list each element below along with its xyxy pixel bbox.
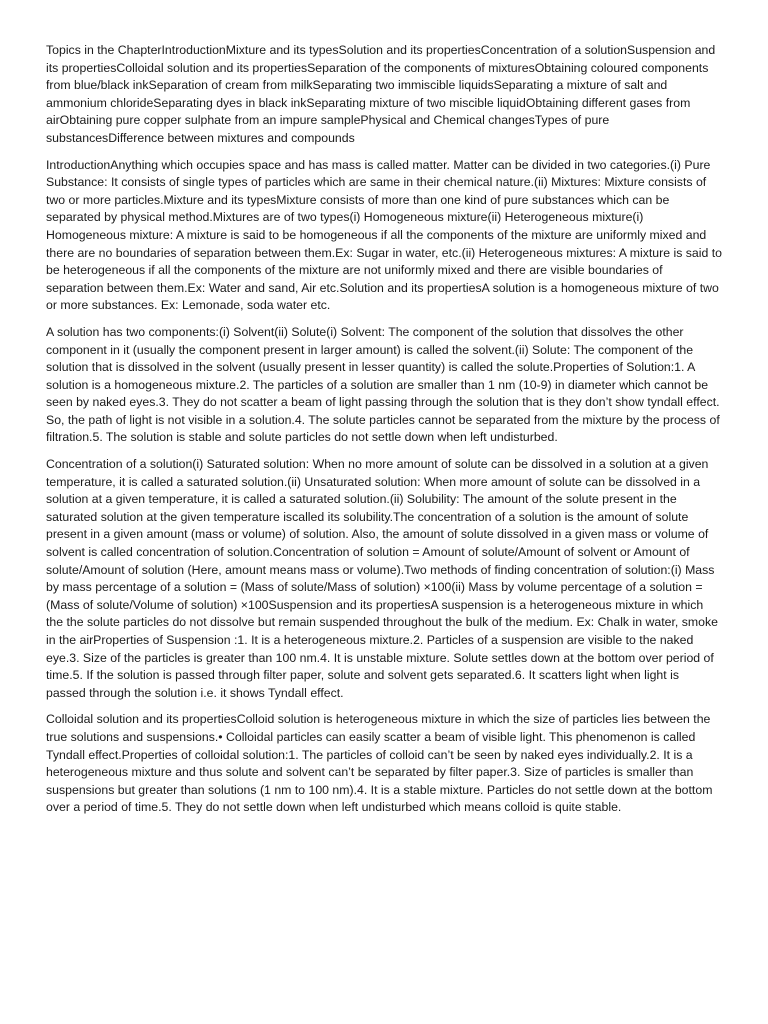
paragraph-topics: Topics in the ChapterIntroductionMixture and its typesSolution and its propertiesConcentration of a solutionSuspension and its propertiesColloidal solution and its propertiesSeparation of the components of mixturesObtaining coloured components from blue/black inkSeparation of cream from milkSeparating two immiscible liquidsSeparating a mixture of salt and ammonium chlorideSeparating dyes in black inkSeparating mixture of two miscible liquidObtaining different gases from airObtaining pure copper sulphate from an impure samplePhysical and Chemical changesTypes of pure substancesDifference between mixtures and compounds <box>46 43 716 145</box>
paragraph-concentration: Concentration of a solution(i) Saturated solution: When no more amount of solute can be dissolved in a solution at a given temperature, it is called a saturated solution.(ii) Unsaturated solution: When more amount of solute can be dissolved in a solution at a given temperature, it is called a saturated solution.(ii) Solubility: The amount of the solute present in the saturated solution at the given temperature iscalled its solubility.The concentration of a solution is the amount of solute present in a given amount (mass or volume) of solution. Also, the amount of solute dissolved in a given mass or volume of solvent is called concentration of solution.Concentration of solution = Amount of solute/Amount of solvent or Amount of solute/Amount of solution (Here, amount means mass or volume).Two methods of finding concentration of solution:(i) Mass by mass percentage of a solution = (Mass of solute/Mass of solution) ×100(ii) Mass by volume percentage of a solution = (Mass of solute/Volume of solution) ×100Suspension and its propertiesA suspension is a heterogeneous mixture in which the the solute particles do not dissolve but remain suspended throughout the bulk of the medium. Ex: Chalk in water, smoke in the airProperties of Suspension :1. It is a heterogeneous mixture.2. Particles of a suspension are visible to the naked eye.3. Size of the particles is greater than 100 nm.4. It is unstable mixture. Solute settles down at the bottom over period of time.5. If the solution is passed through filter paper, solute and solvent gets separated.6. It scatters light when light is passed through the solution i.e. it shows Tyndall effect. <box>46 457 718 700</box>
paragraph-solution-components: A solution has two components:(i) Solvent(ii) Solute(i) Solvent: The component of the solution that dissolves the other component in it (usually the component present in larger amount) is called the solvent.(ii) Solute: The component of the solution that is dissolved in the solvent (usually present in lesser quantity) is called the solute.Properties of Solution:1. A solution is a homogeneous mixture.2. The particles of a solution are smaller than 1 nm (10-9) in diameter which cannot be seen by naked eyes.3. They do not scatter a beam of light passing through the solution that is they don’t show tyndall effect. So, the path of light is not visible in a solution.4. The solute particles cannot be separated from the mixture by the process of filtration.5. The solution is stable and solute particles do not settle down when left undisturbed. <box>46 324 720 445</box>
paragraph-introduction: IntroductionAnything which occupies space and has mass is called matter. Matter can be divided in two categories.(i) Pure Substance: It consists of single types of particles which are same in their chemical nature.(ii) Mixtures: Mixture consists of two or more particles.Mixture and its typesMixture consists of more than one kind of pure substances which can be separated by physical method.Mixtures are of two types(i) Homogeneous mixture(ii) Heterogeneous mixture(i) Homogeneous mixture: A mixture is said to be homogeneous if all the components of the mixture are uniformly mixed and there are no boundaries of separation between them.Ex: Sugar in water, etc.(ii) Heterogeneous mixtures: A mixture is said to be heterogeneous if all the components of the mixture are not uniformly mixed and there are visible boundaries of separation between them.Ex: Water and sand, Air etc.Solution and its propertiesA solution is a homogeneous mixture of two or more substances. Ex: Lemonade, soda water etc. <box>46 157 723 313</box>
paragraph-colloidal: Colloidal solution and its propertiesColloid solution is heterogeneous mixture in which the size of particles lies between the true solutions and suspensions.• Colloidal particles can easily scatter a beam of visible light. This phenomenon is called Tyndall effect.Properties of colloidal solution:1. The particles of colloid can’t be seen by naked eyes individually.2. It is a heterogeneous mixture and thus solute and solvent can’t be separated by filter paper.3. Size of particles is smaller than suspensions but greater than solutions (1 nm to 100 nm).4. It is a stable mixture. Particles do not settle down at the bottom over a period of time.5. They do not settle down when left undisturbed which means colloid is quite stable. <box>46 712 713 815</box>
document-body <box>46 42 722 826</box>
